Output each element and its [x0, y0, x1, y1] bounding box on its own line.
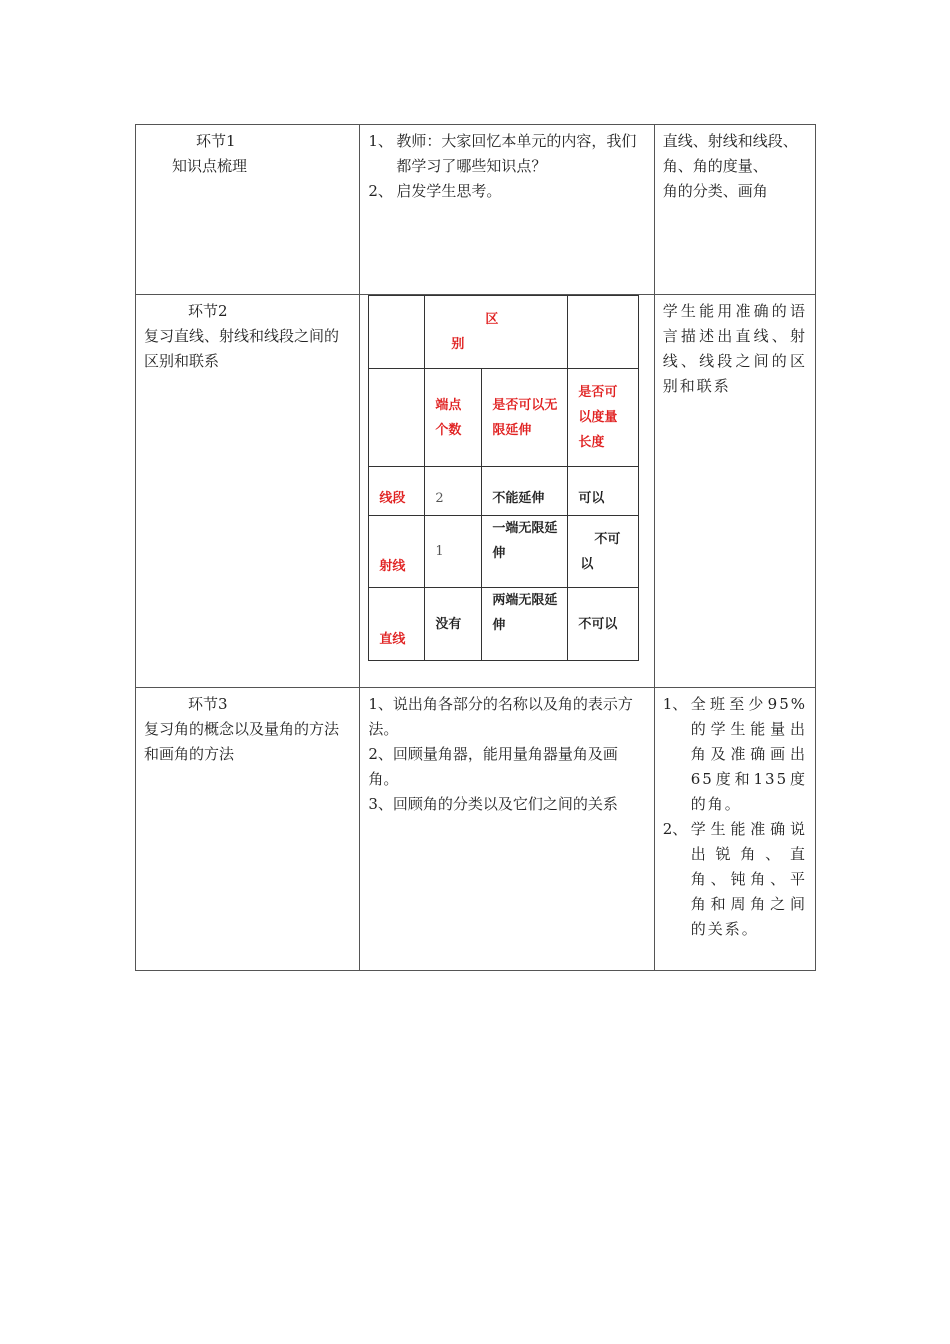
activity-item — [368, 179, 645, 204]
item-number: 1、 — [368, 132, 393, 150]
stage-2-label: 环节2 — [188, 302, 228, 320]
difference-header — [425, 296, 568, 369]
goal-line: 角、角的度量、 — [662, 157, 768, 175]
stage-3-activities — [360, 688, 654, 971]
stage-1-label: 环节1 — [196, 132, 236, 150]
row-stage-1 — [136, 125, 816, 295]
stage-3-topic: 复习角的概念以及量角的方法和画角的方法 — [144, 720, 340, 763]
activity-item: 3、回顾角的分类以及它们之间的关系 — [368, 795, 618, 813]
col-endpoints: 端点个数 — [425, 369, 482, 467]
difference-char-a: 区 — [485, 312, 499, 327]
item-text: 全班至少95%的学生能量出角及准确画出65度和135度的角。 — [690, 695, 807, 813]
corner-cell — [369, 296, 425, 369]
activity-item — [368, 129, 645, 179]
stage-3-goals — [654, 688, 815, 971]
line-measure: 不可以 — [568, 588, 639, 661]
stage-2-goal — [654, 295, 815, 688]
segment-row — [369, 467, 639, 516]
segment-measure: 可以 — [568, 467, 639, 516]
stage-2-comparison — [360, 295, 654, 688]
line-row — [369, 588, 639, 661]
goal-text: 学生能用准确的语言描述出直线、射线、线段之间的区别和联系 — [662, 302, 807, 395]
ray-endpoints: 1 — [425, 516, 482, 588]
segment-name: 线段 — [369, 467, 425, 516]
empty-header-cell — [568, 296, 639, 369]
stage-1-cell — [136, 125, 360, 295]
line-endpoints: 没有 — [425, 588, 482, 661]
lesson-plan-table — [135, 124, 816, 971]
empty-cell — [369, 369, 425, 467]
row-stage-3 — [136, 688, 816, 971]
item-text: 启发学生思考。 — [396, 182, 502, 200]
line-comparison-table — [368, 295, 639, 661]
stage-3-label: 环节3 — [188, 695, 228, 713]
stage-1-goals — [654, 125, 815, 295]
row-stage-2 — [136, 295, 816, 688]
item-number: 1、 — [662, 695, 688, 713]
col-measure: 是否可以度量长度 — [568, 369, 639, 467]
goal-line: 直线、射线和线段、 — [662, 132, 798, 150]
item-text: 学生能准确说出锐角、直角、钝角、平角和周角之间的关系。 — [690, 820, 807, 938]
line-name: 直线 — [369, 588, 425, 661]
stage-1-topic: 知识点梳理 — [172, 157, 248, 175]
item-number: 2、 — [662, 820, 688, 838]
stage-1-activities — [360, 125, 654, 295]
segment-endpoints: 2 — [425, 467, 482, 516]
item-number: 2、 — [368, 182, 393, 200]
ray-row — [369, 516, 639, 588]
goal-line: 角的分类、画角 — [662, 182, 768, 200]
compare-header-row — [369, 296, 639, 369]
activity-item: 2、回顾量角器，能用量角器量角及画角。 — [368, 745, 618, 788]
item-text: 教师：大家回忆本单元的内容，我们都学习了哪些知识点？ — [396, 132, 637, 175]
stage-2-topic: 复习直线、射线和线段之间的区别和联系 — [144, 327, 340, 370]
ray-measure: 不可以 — [568, 516, 639, 588]
stage-2-cell — [136, 295, 360, 688]
ray-extend: 一端无限延伸 — [482, 516, 568, 588]
activity-item: 1、说出角各部分的名称以及角的表示方法。 — [368, 695, 633, 738]
line-extend: 两端无限延伸 — [482, 588, 568, 661]
stage-3-cell — [136, 688, 360, 971]
ray-name: 射线 — [369, 516, 425, 588]
compare-columns-row — [369, 369, 639, 467]
goal-item — [663, 692, 807, 817]
goal-item — [663, 817, 807, 942]
difference-char-b: 别 — [451, 337, 465, 352]
col-extend: 是否可以无限延伸 — [482, 369, 568, 467]
segment-extend: 不能延伸 — [482, 467, 568, 516]
